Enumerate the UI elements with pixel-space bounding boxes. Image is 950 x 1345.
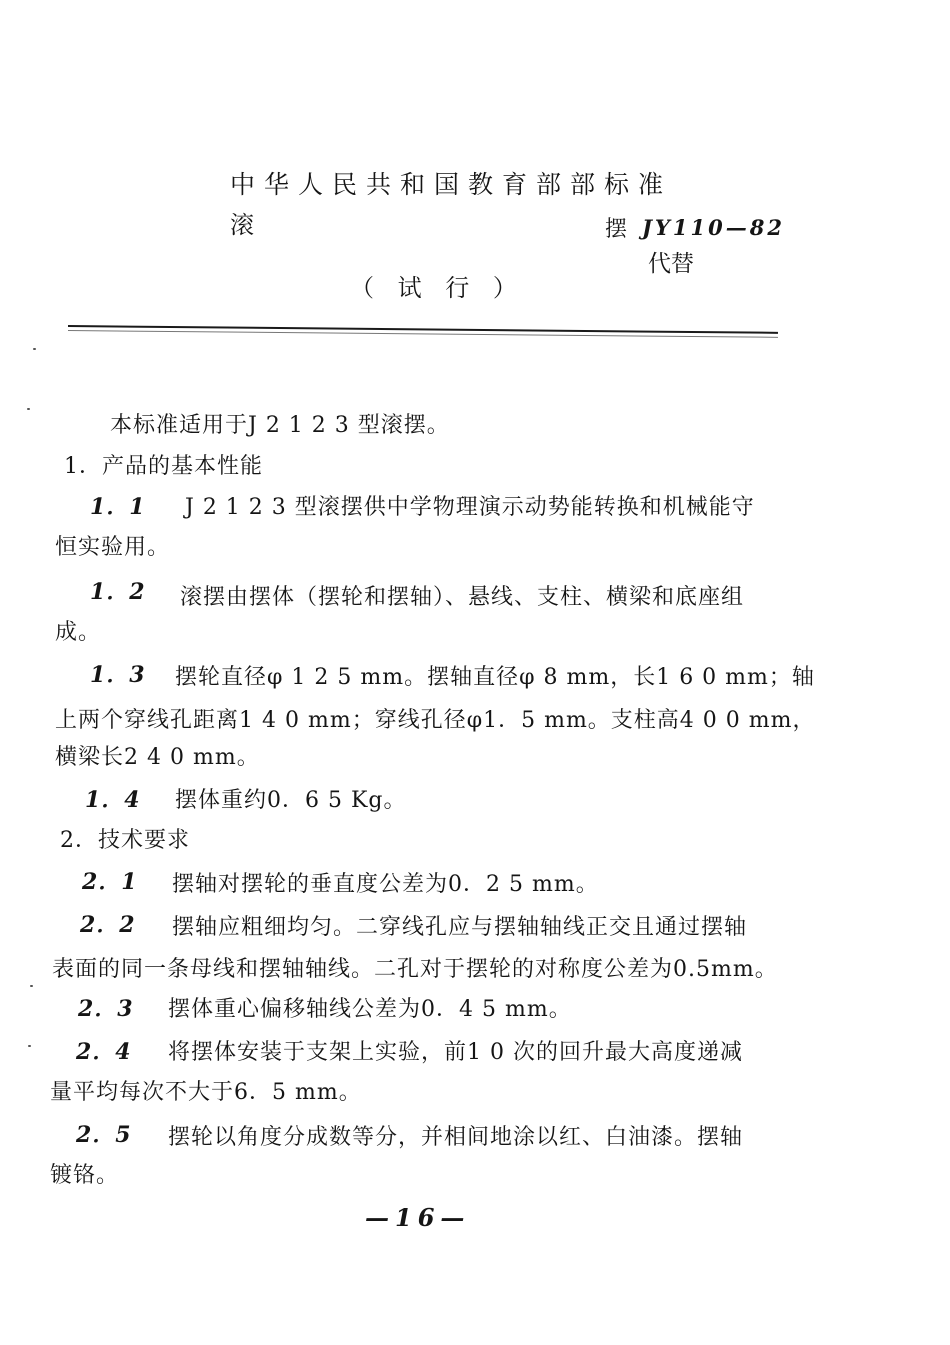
clause-text: 摆轮以角度分成数等分，并相间地涂以红、白油漆。摆轴: [168, 1125, 744, 1150]
clause-number: 1．4: [85, 787, 141, 813]
trial-label: （ 试 行 ）: [350, 274, 525, 302]
clause-text: 上两个穿线孔距离1 4 0 mm；穿线孔径φ1．5 mm。支柱高4 0 0 mm，: [55, 708, 816, 733]
clause-text: 量平均每次不大于6．5 mm。: [50, 1080, 362, 1105]
clause-text: 摆轴应粗细均匀。二穿线孔应与摆轴轴线正交且通过摆轴: [172, 915, 748, 940]
clause-number: 1．1: [90, 494, 146, 520]
standard-code: JY110—82: [642, 215, 785, 240]
clause-text: J 2 1 2 3 型滚摆供中学物理演示动势能转换和机械能守: [185, 495, 755, 520]
page-number: —16—: [365, 1203, 471, 1232]
clause-text: 将摆体安装于支架上实验，前1 0 次的回升最大高度递减: [168, 1040, 743, 1065]
clause-number: 2．4: [76, 1039, 132, 1065]
clause-number: 2．5: [76, 1122, 132, 1148]
scan-speck: [28, 1045, 31, 1047]
clause-text: 摆体重约0．6 5 Kg。: [175, 788, 407, 813]
clause-text: 表面的同一条母线和摆轴轴线。二孔对于摆轮的对称度公差为0.5mm。: [52, 957, 778, 982]
scan-speck: [27, 408, 30, 410]
replaces-label: 代替: [648, 251, 694, 277]
clause-number: 2．2: [80, 912, 136, 938]
scan-speck: [30, 985, 33, 987]
clause-number: 1．2: [90, 579, 146, 605]
clause-text: 摆轴对摆轮的垂直度公差为0．2 5 mm。: [172, 872, 599, 897]
scan-speck: [33, 348, 36, 350]
clause-text: 摆轮直径φ 1 2 5 mm。摆轴直径φ 8 mm，长1 6 0 mm；轴: [175, 665, 815, 690]
doc-title-left: 滚: [230, 211, 254, 239]
clause-text: 成。: [55, 620, 102, 645]
clause-number: 1．3: [90, 662, 146, 688]
scope-statement: 本标准适用于J 2 1 2 3 型滚摆。: [110, 413, 450, 438]
ministry-heading: 中华人民共和国教育部部标准: [230, 170, 673, 199]
clause-text: 恒实验用。: [55, 535, 171, 560]
section-1-title: 1．产品的基本性能: [64, 454, 263, 479]
clause-number: 2．1: [82, 869, 138, 895]
clause-text: 镀铬。: [50, 1163, 120, 1188]
clause-text: 摆体重心偏移轴线公差为0．4 5 mm。: [168, 997, 572, 1022]
section-2-title: 2．技术要求: [60, 828, 190, 853]
clause-text: 滚摆由摆体（摆轮和摆轴）、悬线、支柱、横梁和底座组: [180, 585, 745, 610]
doc-title-right: 摆: [605, 217, 628, 242]
clause-number: 2．3: [78, 996, 134, 1022]
clause-text: 横梁长2 4 0 mm。: [55, 745, 260, 770]
